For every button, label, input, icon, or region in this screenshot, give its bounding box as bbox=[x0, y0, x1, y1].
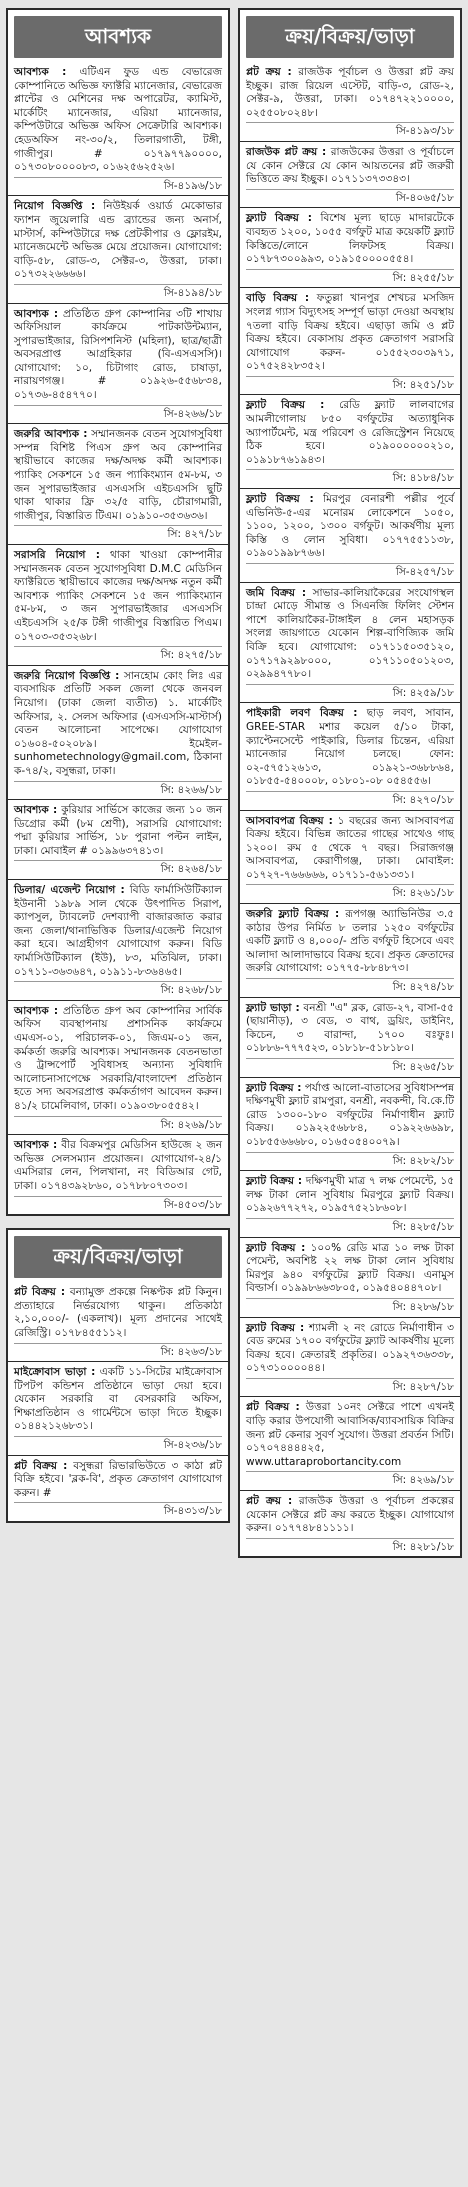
ad-reference-code: সি: ৪২৭/১৮ bbox=[14, 525, 222, 542]
ad-body: বিডি ফার্মাসিউটিক্যাল ইউনানী ১৯৮৯ সাল থেকে উৎপাদিত সিরাপ, ক্যাপসুল, ট্যাবলেট দেশব্যাপী বাজারজাত করার জন্য জেলা/থানাভিত্তিক ডিলার/এজেন্ট নিয়োগ করা হবে। আগ্রহীগণ যোগাযোগ করুন। বিডি ফার্মাসিউটিক্যাল (ইউ), ৮৩, মতিঝিল, ঢাকা। ০১৭১১-৩৬৩৬৪৭, ০১৯১১-৮৩৬৪৬৫। bbox=[14, 884, 223, 978]
ad-reference-code: সি: ৪২৫৯/১৮ bbox=[246, 684, 454, 701]
ad-text bbox=[14, 549, 222, 644]
ad-body: বীর বিক্রমপুর মেডিসিন হাউজে ২ জন অভিজ্ঞ সেলসম্যান প্রয়োজন। যোগাযোগ-২৪/১ এমসিরার লেন, পিলখানা, নং বিডিআর গেট, ঢাকা। ০১৭৪৩৯২৮৬০, ০১৭৮৮০৭৩০৩। bbox=[14, 1139, 222, 1192]
classified-ad bbox=[240, 207, 460, 287]
ad-reference-code: সি: ৪২৭৫/১৮ bbox=[14, 646, 222, 663]
classified-ad bbox=[240, 810, 460, 904]
section-buy-sell-rent bbox=[238, 8, 462, 1558]
ad-headline: ফ্ল্যাট ভাড়া : bbox=[246, 1001, 300, 1014]
ad-body: বসুন্ধরা রিভারভিউতে ৩ কাঠা প্লট বিক্রি হইবে। 'ব্লক-বি', প্রকৃত ক্রেতাগণ যোগাযোগ করুন। # bbox=[14, 1459, 223, 1499]
ad-headline: প্লট বিক্রয় : bbox=[14, 1286, 66, 1299]
classified-ad bbox=[8, 879, 228, 1000]
ad-reference-code: সি: ৪২৬৯/১৮ bbox=[246, 1471, 454, 1488]
ad-text bbox=[246, 587, 454, 682]
classified-ad bbox=[240, 1237, 460, 1317]
ad-reference-code: সি-৪৩১৩/১৮ bbox=[14, 1502, 222, 1519]
ad-headline: ফ্ল্যাট বিক্রয় : bbox=[246, 1175, 303, 1188]
ads-list-buy-sell-rent-left bbox=[8, 1282, 228, 1521]
classified-ad bbox=[8, 799, 228, 879]
ad-reference-code: সি-৪২৩৬/১৮ bbox=[14, 1436, 222, 1453]
ad-headline: জরুরি নিয়োগ বিজ্ঞপ্তি : bbox=[14, 669, 120, 682]
classified-ad bbox=[8, 1361, 228, 1455]
ad-body: সম্মানজনক বেতন সুযোগসুবিধা সম্পন্ন বিশিষ্ট পিএস গ্রুপ অব কোম্পানির স্থায়ীভাবে কাজের দক্ষ/অদক্ষ কর্মী আবশ্যক। প্যাকিং সেকশনে ১৫ জন প্যাকিংম্যান ৫ম-৮ম, ৩ জন সুপারভাইজার এসএসসি এইচএসসি ছুটি থাকা থাকার ফ্রি ৩২/৫ বাড়ি, চৌরাগমারী, গাজীপুর, বিস্তারিত টিএম। ০১৯১০-৩৫৩৬৩৬। bbox=[14, 428, 222, 522]
ad-reference-code: সি-৪১৯৬/১৮ bbox=[14, 177, 222, 194]
ad-reference-code: সি: ৪২৬৯/১৮ bbox=[14, 1116, 222, 1133]
classified-ad bbox=[240, 488, 460, 582]
section-buy-sell-rent-left bbox=[6, 1228, 230, 1523]
ad-text bbox=[14, 428, 222, 523]
classified-ad bbox=[240, 903, 460, 997]
section-title-buy-sell-rent: ক্রয়/বিক্রয়/ভাড়া bbox=[14, 1236, 222, 1278]
ad-headline: আবশ্যক : bbox=[14, 1004, 59, 1017]
ads-list-wanted bbox=[8, 62, 228, 1214]
ad-text bbox=[14, 670, 222, 779]
ad-headline: প্লট বিক্রয় : bbox=[246, 1401, 300, 1414]
ad-headline: সরাসরি নিয়োগ : bbox=[14, 549, 100, 561]
left-column bbox=[6, 8, 230, 2179]
ad-text bbox=[246, 1175, 454, 1216]
ad-text bbox=[246, 212, 454, 266]
ad-text bbox=[14, 884, 222, 979]
ad-reference-code: সি-৪৫০৩/১৮ bbox=[14, 1196, 222, 1213]
ad-reference-code: সি: ৪২৬৩/১৮ bbox=[14, 1343, 222, 1360]
ad-body: রেডি ফ্ল্যাট লালবাগের আমলীগোলায় ৮৫০ বর্গফুটের অত্যাধুনিক অ্যাপার্টমেন্ট, মন্ত্র পরিবেশ ও রেজিস্ট্রেশন নিয়েছে ঠিক হবে। ০১৯০০০০০০২১০, ০১৯১৮৭৬১৯৪৩। bbox=[246, 399, 454, 466]
ad-reference-code: সি: ৪২৬৫/১৮ bbox=[246, 1058, 454, 1075]
ad-body: রাজউকের উত্তরা ও পূর্বাচলে যে কোন সেক্টরে যে কোন আয়তনের প্লট জরুরী ভিত্তিতে ক্রয় ইচ্ছুক। ০১৭১১৩৭৩৩৪৩। bbox=[246, 145, 454, 186]
ad-reference-code: সি: ৪২৭০/১৮ bbox=[246, 791, 454, 808]
ad-reference-code: সি: ৪২৬১/১৮ bbox=[246, 884, 454, 901]
ad-body: প্রতিষ্ঠিত গ্রুপ কোম্পানির ৩টি শাখায় অফিসিয়াল কার্যক্রমে পাটকাউন্টম্যান, সুপারভাইজার, রিসিপশনিস্ট (মহিলা), ছাত্র/ছাত্রী অবসরপ্রাপ্ত আগ্রহিকার (বি-এসএসসি)। যোগাযোগ: ১০, চিটাগাং রোড, চাষাড়া, নারায়ণগঞ্জ। # ০১৯২৬-৫৫৬৮৩৪, ০১৭৩৬-৪৫৪৭৭০। bbox=[14, 307, 222, 402]
classified-ad bbox=[240, 1170, 460, 1236]
ad-body: একটি ১১-সিটের মাইক্রোবাস টিপটপ কন্ডিশন প্রতিষ্ঠানে ভাড়া দেয়া হবে। যেকোন সরকারি বা বেসরকারি অফিস, শিক্ষাপ্রতিষ্ঠান ও গার্মেন্টসে ভাড়া দিতে ইচ্ছুক। ০১৪৪২১২৬৮৩১। bbox=[14, 1366, 223, 1433]
ad-body: এটিএন ফুড এন্ড বেভারেজ কোম্পানিতে অভিজ্ঞ ফ্যাক্টরি ম্যানেজার, বেভারেজ প্লান্টের ও মেশিনের দক্ষ অপারেটর, ক্যামিস্ট, মার্কেটিং ম্যানেজার, এরিয়া ম্যানেজার, কম্পিউটারে অভিজ্ঞ অফিস সেক্রেটারি আবশ্যক। হেডঅফিস নং-৩০/২, তিলারগাতী, টঙ্গী, গাজীপুর। # ০১৭৯৭৭৯০০০০, ০১৭৩০৮০০০০৮৩, ০১৬২৫৬২৫২৬। bbox=[14, 66, 222, 174]
ad-headline: প্লট ক্রয় : bbox=[246, 66, 292, 78]
ad-headline: আবশ্যক : bbox=[14, 804, 58, 817]
classified-ad bbox=[240, 997, 460, 1077]
ad-body: নিউইয়র্ক ওয়ার্ড মেকোভার ফ্যাশন জুয়েলারি এন্ড ব্র্যান্ডের জন্য অনার্স, মাস্টার্স, কম্পিউটারে দক্ষ প্রেটকীপার ও ফ্লোরইম, ম্যানেজমেন্টে অভিজ্ঞ মেয়ে প্রয়োজন। যোগাযোগ: বাড়ি-৫৮, রোড-৩, সেক্টর-৩, উত্তরা, ঢাকা। ০১৭৩২২৬৬৬৬। bbox=[14, 200, 222, 281]
ads-list-buy-sell-rent bbox=[240, 62, 460, 1556]
ad-body: প্রতিষ্ঠিত গ্রুপ অব কোম্পানির সার্বিক অফিস ব্যবস্থাপনায় প্রশাসনিক কার্যক্রমে এমএস-০১, পরিচালক-০১, জিএম-০১ জন, কর্মকর্তা জরুরি আবশ্যক। সম্মানজনক বেতনভাতা ও ট্রান্সপোর্ট সুবিধাসহ অন্যান্য সুবিধাদি আলোচনাসাপেক্ষে সরকারি/বাংলাদেশ প্রতিষ্ঠান হতে সদ্য অবসরপ্রাপ্ত কর্মকর্তাগণ আবেদন করুন। ৪১/২ চামেলিবাগ, ঢাকা। ০১৯০৩৮০৫৫৪২। bbox=[14, 1004, 222, 1112]
ad-reference-code: সি-৪১৯৩/১৮ bbox=[246, 122, 454, 139]
classified-ad bbox=[8, 1000, 228, 1134]
ad-reference-code: সি: ৪২৮২/১৮ bbox=[246, 1152, 454, 1169]
ad-body: মিরপুর বেনারশী পল্লীর পূর্বে এভিনিউ-৫-এর মনোরম লোকেশনে ১০৫০, ১১০০, ১২০০, ১৩০০ বর্গফুট। আকর্ষণীয় মূল্য কিস্তি ও লোন সুবিধা। ০১৭৭৫৫১১৩৮, ০১৯০১৯৯৮৭৬৬। bbox=[246, 493, 454, 560]
classified-ad bbox=[8, 1134, 228, 1214]
ad-text bbox=[246, 707, 454, 789]
ad-body: রাজউক উত্তরা ও পূর্বাচল প্রকল্পের যেকোন সেক্টরে প্লট ক্রয় করতে ইচ্ছুক। যোগাযোগ করুন। ০১৭৭৪৮৪১১১১। bbox=[246, 1495, 454, 1535]
ad-text bbox=[246, 1322, 454, 1376]
ad-text bbox=[14, 1005, 222, 1114]
ad-text bbox=[246, 1495, 454, 1536]
ad-body: রূপগঞ্জ অ্যাভিনিউর ৩.৫ কাঠার উপর নির্মিত ৮ তলার ১২৫০ বর্গফুটের একটি ফ্ল্যাট ও ৪,০০০/- প্রতি বর্গফুট হিসেবে এবং আলাদা আলাদাভাবে বিক্রয় হবে। প্রকৃত ক্রেতাদের জরুরি যোগাযোগ: ০১৭৭৫-৮৮৪৮৭৩। bbox=[246, 908, 455, 975]
ad-headline: ফ্ল্যাট বিক্রয় : bbox=[246, 1241, 306, 1254]
ad-headline: জরুরি ফ্ল্যাট বিক্রয় : bbox=[246, 908, 340, 921]
ad-reference-code: সি-৪১৯৪/১৮ bbox=[14, 284, 222, 301]
section-title-buy-sell-rent: ক্রয়/বিক্রয়/ভাড়া bbox=[246, 16, 454, 58]
classified-ad bbox=[240, 1396, 460, 1490]
ad-headline: আসবাবপত্র বিক্রয় : bbox=[246, 814, 333, 827]
classified-ad bbox=[240, 582, 460, 703]
classified-ad bbox=[8, 62, 228, 195]
ad-body: পর্যাপ্ত আলো-বাতাসের সুবিধাসম্পন্ন দক্ষিণমুখী ফ্ল্যাট রামপুরা, বনশ্রী, নবকন্দী, বি.কে.টি রোড ১৩০০-১৮০ বর্গফুটের নির্মাণাধীন ফ্ল্যাট বিক্রয়। ০১৯২২৫৬৮৮৪, ০১৯২২৬৬৯৮, ০১৮৫৫৬৬৬৮০, ০১৬৫০৫৪০০৭৯। bbox=[246, 1081, 455, 1148]
classified-ad bbox=[240, 1077, 460, 1171]
ad-text bbox=[14, 308, 222, 403]
ad-text bbox=[14, 200, 222, 282]
ad-reference-code: সি: ৪২৮৭/১৮ bbox=[246, 1378, 454, 1395]
ad-text bbox=[246, 1401, 454, 1469]
ad-headline: আবশ্যক : bbox=[14, 66, 67, 78]
ad-headline: ফ্ল্যাট বিক্রয় : bbox=[246, 1321, 305, 1334]
ad-headline: প্লট বিক্রয় : bbox=[14, 1459, 68, 1472]
classified-ad bbox=[8, 665, 228, 799]
ad-text bbox=[246, 1082, 454, 1150]
ad-headline: ফ্ল্যাট বিক্রয় : bbox=[246, 212, 312, 225]
ad-headline: মাইক্রোবাস ভাড়া : bbox=[14, 1366, 96, 1379]
classified-ad bbox=[240, 702, 460, 809]
ad-body: ফতুল্লা খানপুর শেখচর মসজিদ সংলগ্ন গ্যাস বিদ্যুৎসহ সম্পূর্ণ ভাড়া দেওয়া অবস্থায় ৭তলা বাড়ি বিক্রয় হইবে। এছাড়া জমি ও প্লট বিক্রয় হইবে। বেকাসায় প্রকৃত ক্রেতাগণ সরাসরি যোগাযোগ করুন- ০১৫৫২৩০৩৯৭১, ০১৭৫২৪২৮৩৫২। bbox=[246, 292, 454, 373]
ad-headline: আবশ্যক : bbox=[14, 307, 59, 320]
ad-headline: বাড়ি বিক্রয় : bbox=[246, 292, 310, 305]
classified-ad bbox=[240, 394, 460, 488]
classified-ad bbox=[240, 1317, 460, 1397]
section-title-wanted: আবশ্যক bbox=[14, 16, 222, 58]
ad-headline: আবশ্যক : bbox=[14, 1139, 58, 1152]
ad-body: থাকা খাওয়া কোম্পানীর সম্মানজনক বেতন সুযোগসুবিধা D.M.C মেডিসিন ফ্যাক্টরিতে স্থায়ীভাবে কাজের দক্ষ/অদক্ষ নতুন কর্মী আবশ্যক প্যাকিং সেকশনে ১৫ জন প্যাকিংম্যান ৫ম-৮ম, ৩ জন সুপারভাইজার এসএসসি এইচএসসি ২৫/ক টঙ্গী গাজীপুর বিস্তারিত পিএম। ০১৭০৩-৩৫৩২৬৮। bbox=[14, 549, 222, 643]
ad-headline: ফ্ল্যাট বিক্রয় : bbox=[246, 399, 325, 412]
ad-body: ছাড় লবণ, সাবান, GREE-STAR মশার কয়েল ৫/১০ টাকা, ক্যাপ্টেনসেন্টে পাইকারি, ডিলার চিন্তেন, এরিয়া ম্যানেজার নিয়োগ চলছে। ফোন: ০২-৫৭৫১২৬১৩, ০১৯২১-৩৬৮৮৬৪, ০১৮৫৫-৫৪০০০৮, ০১৮০১-০৮ ০৫৪৫৫৬। bbox=[246, 707, 454, 788]
ad-text bbox=[14, 1286, 222, 1340]
ad-body: বন্যামুক্ত প্রকল্পে নিষ্কণ্টক প্লট কিনুন। প্রত্যাহারে নির্ভরযোগ্য থাকুন। প্রতিকাঠা ২,১০,০০০/- (একলাখ)। মূল্য প্রদানের সাথেই রেজিস্ট্রি। ০১৭৮৪৫৫১১২। bbox=[14, 1286, 222, 1339]
classified-ad bbox=[8, 423, 228, 544]
ad-headline: ফ্ল্যাট বিক্রয় : bbox=[246, 493, 314, 506]
ad-body: উত্তরা ১০নং সেক্টরে পাশে এখনই বাড়ি করার উপযোগী আবাসিক/ব্যাবসায়িক বিক্রির জন্য প্লট কেনার সুবর্ণ সুযোগ। উত্তরা প্রবর্তন সিটি। ০১৭০৭৪৪৪৪২৫, www.uttaraprobortancity.com bbox=[246, 1401, 455, 1468]
ad-body: দক্ষিণমুখী মাত্র ৭ লক্ষ পেমেন্টে, ১৫ লক্ষ টাকা লোন সুবিধায় মিরপুরে ফ্ল্যাট বিক্রয়। ০১৯২৬৭৭২৭২, ০১৯৫৭৫২১৮৬০৮। bbox=[246, 1175, 455, 1215]
section-wanted bbox=[6, 8, 230, 1216]
ad-body: সানহোম কোং লিঃ এর ব্যবসায়িক প্রতিটি সকল জেলা থেকে জনবল নিয়োগ। (ঢাকা জেলা ব্যতীত) ১. মার্কেটিং অফিসার, ২. সেলস অফিসার (এসএসসি-মাস্টার্স) বেতন আলোচনা সাপেক্ষে। যোগাযোগ ০১৬০৪-৫০২০৮৯। ইমেইল-sunhometechnology@gmail.com, ঠিকানা ক-৭৪/২, বসুন্ধরা, ঢাকা। bbox=[14, 669, 222, 777]
ad-headline: নিয়োগ বিজ্ঞপ্তি : bbox=[14, 200, 96, 213]
right-column bbox=[238, 8, 462, 2179]
ad-text bbox=[246, 292, 454, 374]
classified-ad bbox=[240, 62, 460, 141]
ad-reference-code: সি: ৪২৮৬/১৮ bbox=[246, 1298, 454, 1315]
ad-headline: জরুরি আবশ্যক : bbox=[14, 428, 88, 441]
ad-reference-code: সি-৪২৫৭/১৮ bbox=[246, 563, 454, 580]
ad-text bbox=[14, 804, 222, 858]
ad-reference-code: সি: ৪২৫৫/১৮ bbox=[246, 269, 454, 286]
ad-reference-code: সি: ৪১৮৪/১৮ bbox=[246, 469, 454, 486]
ad-body: বনশ্রী "এ" ব্লক, রোড-২৭, বাসা-৫৫ (ছায়ানীড়), ৩ বেড, ৩ বাথ, ড্রয়িং, ডাইনিং, কিচেন, ৩ বারান্দা, ১৭০০ বঃফুঃ। ০১৮৮৬-৭৭৭৫২৩, ০১৮১৮-৫১৮১৮০। bbox=[246, 1001, 454, 1055]
ad-body: শ্যামলী ২ নং রোডে নির্মাণাধীন ৩ বেড রুমের ১৭০০ বর্গফুটের ফ্ল্যাট আকর্ষণীয় মূল্যে বিক্রয় হবে। ক্রেতারই প্রকৃতির। ০১৯২৭৩৬৩৩৮, ০১৭৩১০০০০৪৪। bbox=[246, 1321, 454, 1375]
ad-headline: ডিলার/ এজেন্ট নিয়োগ : bbox=[14, 884, 125, 897]
ad-headline: পাইকারী লবণ বিক্রয় : bbox=[246, 707, 358, 720]
ad-text bbox=[246, 66, 454, 120]
classified-ad bbox=[8, 195, 228, 302]
ad-reference-code: সি: ৪২৬৮/১৮ bbox=[14, 981, 222, 998]
classified-ad bbox=[240, 1490, 460, 1556]
ad-body: বিশেষ মূল্য ছাড়ে মাদারটেকে ব্যবহৃত ১২০০, ১০৫৫ বর্গফুট মাত্র কয়েকটি ফ্ল্যাট কিস্তিতে/লোনে লিফটসহ বিক্রয়। ০১৭৮৭৩০০৯৯৩, ০১৯১৫০০০০৫৫৪। bbox=[246, 212, 454, 266]
classified-ad bbox=[240, 287, 460, 394]
ad-body: সাভার-কালিয়াকৈরের সংযোগস্থল চান্দ্রা মোড়ে সীমান্ত ও সিএনজি ফিলিং স্টেশন পাশে কালিয়াকৈর-টাঙ্গাইল ৪ লেন মহাসড়ক সংলগ্ন জায়গাতে যেকোন শিল্প-বাণিজ্যিক জমি বিক্রি হবে। যোগাযোগ: ০১৭১১৫০৩৫১২০, ০১৭১৭৯২৯৮০০০, ০১৭১১০৫০১২০৩, ০২৯৯৪৭৭৮০। bbox=[246, 586, 454, 681]
ad-reference-code: সি: ৪২৬৪/১৮ bbox=[14, 860, 222, 877]
ad-text bbox=[246, 399, 454, 467]
ad-body: ১ বছরের জন্য আসবাবপত্র বিক্রয় হইবে। বিভিন্ন জাতের গাছের সাথেও গাছ ১২০০। রুম ৫ থেকে ৭ বছর। সিরাজগঞ্জ আসবাবপত্র, কেরাণীগঞ্জ, ঢাকা। মোবাইল: ০১৭২৭-৭৬৬৬৬৬, ০১৭১১-৫৬১৩৩১। bbox=[246, 814, 454, 881]
ad-text bbox=[246, 146, 454, 187]
ad-headline: প্লট ক্রয় : bbox=[246, 1495, 293, 1508]
ad-reference-code: সি: ৪২৮১/১৮ bbox=[246, 1538, 454, 1555]
ad-reference-code: সি: ৪২৬৬/১৮ bbox=[14, 781, 222, 798]
classified-ad bbox=[8, 544, 228, 665]
ad-text bbox=[246, 1002, 454, 1056]
classified-ad bbox=[8, 1282, 228, 1361]
ad-text bbox=[246, 1242, 454, 1296]
classified-ad bbox=[240, 141, 460, 207]
ad-reference-code: সি: ৪২৫১/১৮ bbox=[246, 376, 454, 393]
ad-text bbox=[14, 1460, 222, 1501]
classified-ad bbox=[8, 303, 228, 424]
ad-text bbox=[14, 1366, 222, 1434]
ad-reference-code: সি-৪০৬৫/১৮ bbox=[246, 189, 454, 206]
ad-text bbox=[246, 493, 454, 561]
ad-headline: জমি বিক্রয় : bbox=[246, 586, 307, 599]
ad-reference-code: সি-৪২৬৬/১৮ bbox=[14, 405, 222, 422]
ad-text bbox=[246, 815, 454, 883]
ad-reference-code: সি: ৪২৭৪/১৮ bbox=[246, 978, 454, 995]
ad-reference-code: সি: ৪২৮৫/১৮ bbox=[246, 1218, 454, 1235]
ad-headline: রাজউক প্লট ক্রয় : bbox=[246, 145, 327, 158]
ad-body: কুরিয়ার সার্ভিসে কাজের জন্য ১০ জন ডিগ্রোর কর্মী (৮ম শ্রেণী), সরাসরি যোগাযোগ: পদ্মা কুরিয়ার সার্ভিস, ১৮ পুরানা পল্টন লাইন, ঢাকা। মোবাইল # ০১৯৯৬৩৭৪১৩। bbox=[14, 804, 222, 857]
ad-text bbox=[14, 66, 222, 175]
ad-body: রাজউক পূর্বাচল ও উত্তরা প্লট ক্রয় ইচ্ছুক। রাজ রিয়েল এস্টেট, বাড়ি-৩, রোড-২, সেক্টর-৯, উত্তরা, ঢাকা। ০১৭৪৭২২১০০০০, ০২৫৫০৮০২৪৮। bbox=[246, 66, 454, 119]
classified-ad bbox=[8, 1455, 228, 1521]
ad-text bbox=[14, 1139, 222, 1193]
ad-headline: ফ্ল্যাট বিক্রয় : bbox=[246, 1081, 302, 1094]
ad-text bbox=[246, 908, 454, 976]
ad-body: ১০০% রেডি মাত্র ১০ লক্ষ টাকা পেমেন্ট, অবশিষ্ট ২২ লক্ষ টাকা লোন সুবিধায় মিরপুর ৯৪০ বর্গফুটের ফ্ল্যাট বিক্রয়। এনামুস বিল্ডার্স। ০১৯৯৮৬৬৩৮০৫, ০১৯৫৪০৪৪৭০৮। bbox=[246, 1241, 454, 1295]
